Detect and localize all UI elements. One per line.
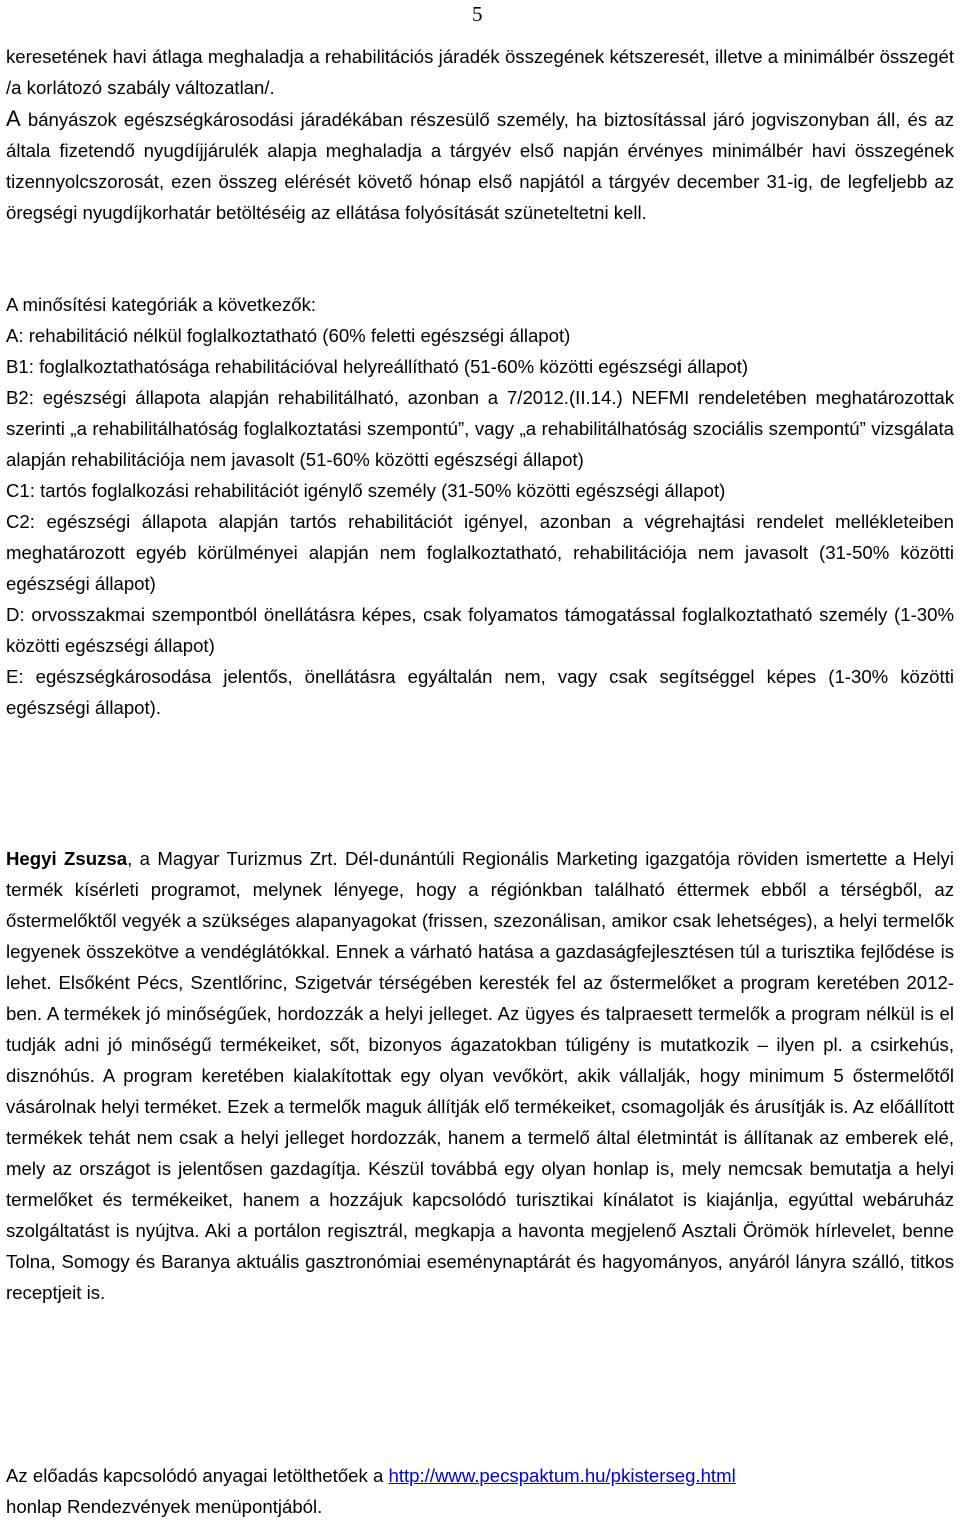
categories-heading: A minősítési kategóriák a következők: (6, 294, 317, 315)
category-item-e: E: egészségkárosodása jelentős, önellátásra egyáltalán nem, vagy csak segítséggel képes (1-30% közötti egészségi állapot). (6, 666, 954, 718)
intro-paragraph-continued: keresetének havi átlaga meghaladja a rehabilitációs járadék összegének kétszeresét, illetve a minimálbér összegét /a korlátozó szabály változatlan/. (6, 46, 954, 98)
category-item-a: A: rehabilitáció nélkül foglalkoztatható (60% feletti egészségi állapot) (6, 325, 571, 346)
footer-section (6, 1460, 954, 1522)
miners-paragraph-text: bányászok egészségkárosodási járadékában részesülő személy, ha biztosítással járó jogviszonyban áll, és az általa fizetendő nyugdíjjárulék alapja meghaladja a tárgyév első napján érvényes minimálbér havi összegének tizennyolcszorosát, ezen összeg elérését követő hónap első napjától a tárgyév december 31-ig, de legfeljebb az öregségi nyugdíjkorhatár betöltéséig az ellátása folyósítását szüneteltetni kell. (6, 109, 954, 223)
hegyi-paragraph-text: , a Magyar Turizmus Zrt. Dél-dunántúli Regionális Marketing igazgatója röviden ismertette a Helyi termék kísérleti programot, melynek lényege, hogy a régiónkban található éttermek ebből a térségből, az őstermelőktől vegyék a szükséges alapanyagokat (frissen, szezonálisan, amikor csak lehetséges), a helyi termelők legyenek összekötve a vendéglátókkal. Ennek a várható hatása a gazdaságfejlesztésen túl a turisztika fejlődése is lehet. Elsőként Pécs, Szentlőrinc, Szigetvár térségében keresték fel az őstermelőket a program keretében 2012-ben. A termékek jó minőségűek, hordozzák a helyi jelleget. Az ügyes és talpraesett termelők a program nélkül is el tudják adni jó minőségű termékeiket, sőt, bizonyos ágazatokban túligény is mutatkozik – ilyen pl. a csirkehús, disznóhús. A program keretében kialakítottak egy olyan vevőkört, akik vállalják, hogy minimum 5 őstermelőtől vásárolnak helyi terméket. Ezek a termelők maguk állítják elő termékeiket, csomagolják és árusítják is. Az előállított termékek tehát nem csak a helyi jelleget hordozzák, hanem a termelő által életmintát is állítanak az emberek elé, mely az országot is jelentősen gazdagítja. Készül továbbá egy olyan honlap is, mely nemcsak bemutatja a helyi termelőket és termékeiket, hanem a hozzájuk kapcsolódó turisztikai kínálatot is kiajánlja, egyúttal webáruház szolgáltatást is nyújtva. Aki a portálon regisztrál, megkapja a havonta megjelenő Asztali Örömök hírlevelet, benne Tolna, Somogy és Baranya aktuális gasztronómiai eseménynaptárát és hagyományos, anyáról lányra szálló, titkos receptjeit is. (6, 848, 954, 1303)
category-item-b1: B1: foglalkoztathatósága rehabilitációval helyreállítható (51-60% közötti egészségi állapot) (6, 356, 749, 377)
hegyi-paragraph (6, 843, 954, 1308)
pkisterseg-link[interactable]: http://www.pecspaktum.hu/pkisterseg.html (388, 1465, 736, 1486)
footer-paragraph (6, 1460, 954, 1522)
speaker-name: Hegyi Zsuzsa (6, 848, 128, 869)
category-item-d: D: orvosszakmai szempontból önellátásra képes, csak folyamatos támogatással foglalkoztatható személy (1-30% közötti egészségi állapot) (6, 604, 954, 656)
intro-paragraph-miners (6, 103, 954, 228)
paragraph-initial-letter: A (6, 106, 21, 131)
footer-text-after-link: honlap Rendezvények menüpontjából. (6, 1496, 323, 1517)
category-item-c1: C1: tartós foglalkozási rehabilitációt igénylő személy (31-50% közötti egészségi állapot) (6, 480, 726, 501)
category-item-b2: B2: egészségi állapota alapján rehabilitálható, azonban a 7/2012.(II.14.) NEFMI rendeletében meghatározottak szerinti „a rehabilitálhatóság foglalkoztatási szempontú”, vagy „a rehabilitálhatóság szociális szempontú” vizsgálata alapján rehabilitációja nem javasolt (51-60% közötti egészségi állapot) (6, 387, 954, 470)
footer-text-before-link: Az előadás kapcsolódó anyagai letölthetőek a (6, 1465, 389, 1486)
hegyi-section (6, 843, 954, 1308)
intro-section (6, 41, 954, 228)
category-item-c2: C2: egészségi állapota alapján tartós rehabilitációt igényel, azonban a végrehajtási rendelet mellékleteiben meghatározott egyéb körülményei alapján nem foglalkoztatható, rehabilitációja nem javasolt (31-50% közötti egészségi állapot) (6, 511, 954, 594)
categories-section (6, 289, 954, 723)
page-number: 5 (472, 2, 483, 26)
